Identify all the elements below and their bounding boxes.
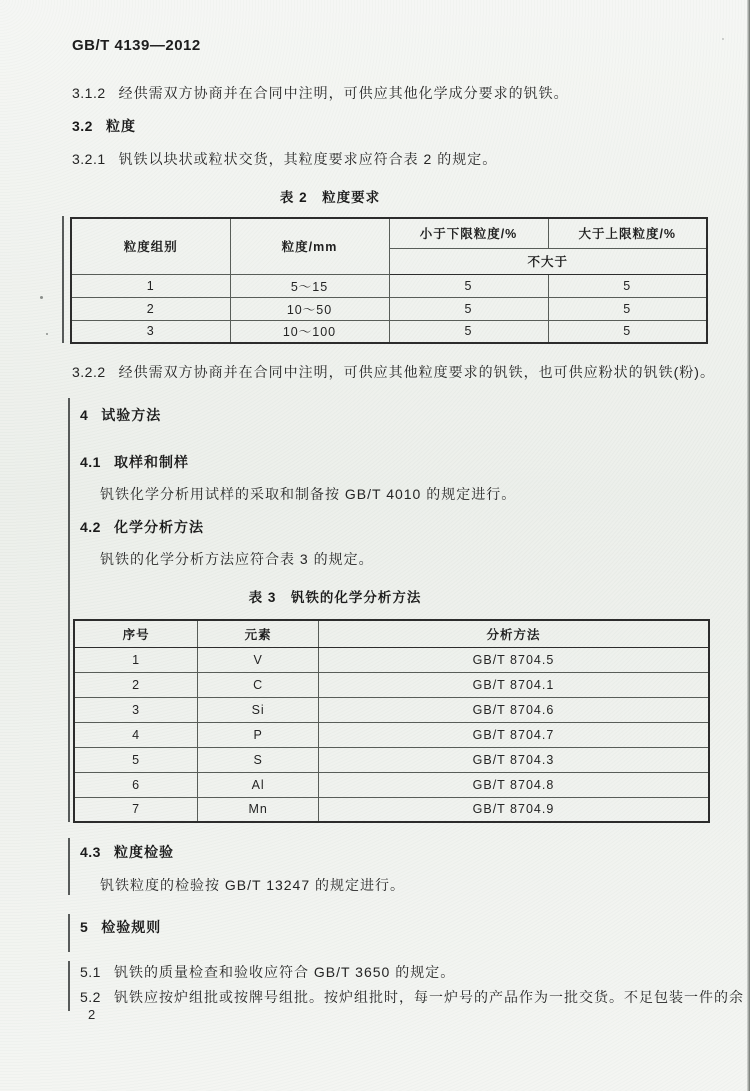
heading-4-2 <box>80 518 204 536</box>
clause-number: 4.1 <box>80 454 101 470</box>
clause-3-1-2 <box>72 84 569 102</box>
heading-4 <box>80 406 161 424</box>
table3-header-method: 分析方法 <box>318 620 709 647</box>
heading-5 <box>80 918 161 936</box>
clause-4-1-body: 钒铁化学分析用试样的采取和制备按 GB/T 4010 的规定进行。 <box>100 486 517 502</box>
table-cell: Mn <box>198 797 319 822</box>
clause-number: 5.1 <box>80 964 101 980</box>
clause-5-2 <box>80 988 744 1006</box>
clause-3-2-1 <box>72 150 497 168</box>
table2-header-size: 粒度/mm <box>230 218 389 274</box>
clause-number: 5 <box>80 919 89 935</box>
heading-4-3 <box>80 843 174 861</box>
table2-header-notmorethan: 不大于 <box>389 248 707 274</box>
table2-caption: 表 2 粒度要求 <box>279 190 381 205</box>
clause-number: 4.2 <box>80 519 101 535</box>
clause-text: 钒铁的质量检查和验收应符合 GB/T 3650 的规定。 <box>113 964 456 980</box>
scan-speck <box>40 296 43 299</box>
clause-number: 3.2 <box>72 118 93 134</box>
clause-number: 3.1.2 <box>72 85 106 101</box>
table2-header-group: 粒度组别 <box>71 218 230 274</box>
table3-header-no: 序号 <box>74 620 198 647</box>
clause-text: 钒铁以块状或粒状交货，其粒度要求应符合表 2 的规定。 <box>118 151 498 167</box>
table-cell: 10～100 <box>230 320 389 343</box>
clause-number: 4.3 <box>80 844 101 860</box>
clause-text: 钒铁应按炉组批或按牌号组批。按炉组批时，每一炉号的产品作为一批交货。不足包装一件的余 <box>113 989 744 1005</box>
table-row <box>71 274 707 297</box>
table-row <box>71 297 707 320</box>
heading-text: 试验方法 <box>101 407 162 423</box>
table-cell: 3 <box>71 320 230 343</box>
margin-fold-line <box>68 961 70 1011</box>
page-number: 2 <box>88 1007 96 1022</box>
table-cell: GB/T 8704.3 <box>318 747 709 772</box>
table-cell: GB/T 8704.5 <box>318 647 709 672</box>
clause-number: 4 <box>80 407 89 423</box>
table2-header-over: 大于上限粒度/% <box>548 218 707 248</box>
table-cell: 5～15 <box>230 274 389 297</box>
table-cell: C <box>198 672 319 697</box>
table-cell: 5 <box>548 297 707 320</box>
doc-number: GB/T 4139—2012 <box>72 37 201 54</box>
table-cell: 10～50 <box>230 297 389 320</box>
table-cell: 5 <box>74 747 198 772</box>
heading-3-2 <box>72 117 136 135</box>
table-row <box>71 320 707 343</box>
heading-text: 粒度 <box>105 118 136 134</box>
table-cell: 7 <box>74 797 198 822</box>
heading-text: 取样和制样 <box>113 454 189 470</box>
table-cell: P <box>198 722 319 747</box>
table-cell: 5 <box>389 297 548 320</box>
clause-4-2-body: 钒铁的化学分析方法应符合表 3 的规定。 <box>100 551 374 567</box>
clause-number: 3.2.2 <box>72 364 106 380</box>
table-cell: 2 <box>71 297 230 320</box>
table-cell: GB/T 8704.7 <box>318 722 709 747</box>
clause-text: 经供需双方协商并在合同中注明，可供应其他粒度要求的钒铁，也可供应粉状的钒铁(粉)。 <box>118 364 715 380</box>
margin-fold-line <box>68 838 70 895</box>
table-cell: V <box>198 647 319 672</box>
table3-header-element: 元素 <box>198 620 319 647</box>
clause-number: 5.2 <box>80 989 101 1005</box>
table-cell: GB/T 8704.9 <box>318 797 709 822</box>
table-cell: GB/T 8704.8 <box>318 772 709 797</box>
clause-number: 3.2.1 <box>72 151 106 167</box>
table-cell: 5 <box>389 320 548 343</box>
margin-fold-line <box>68 914 70 952</box>
table-row <box>74 722 709 747</box>
table-cell: S <box>198 747 319 772</box>
table-row <box>74 772 709 797</box>
table-row <box>74 672 709 697</box>
table-cell: 1 <box>74 647 198 672</box>
scan-speck <box>46 333 48 335</box>
table-row <box>74 747 709 772</box>
table-cell: Si <box>198 697 319 722</box>
table2-particle-size <box>70 217 708 344</box>
table-cell: GB/T 8704.1 <box>318 672 709 697</box>
heading-4-1 <box>80 453 189 471</box>
table-row <box>74 797 709 822</box>
table-cell: 3 <box>74 697 198 722</box>
table-cell: Al <box>198 772 319 797</box>
table-cell: 5 <box>548 274 707 297</box>
table-cell: 1 <box>71 274 230 297</box>
table-cell: 5 <box>548 320 707 343</box>
table3-caption: 表 3 钒铁的化学分析方法 <box>248 590 422 605</box>
table-row <box>74 647 709 672</box>
table-cell: 4 <box>74 722 198 747</box>
margin-fold-line <box>62 216 64 343</box>
clause-text: 经供需双方协商并在合同中注明，可供应其他化学成分要求的钒铁。 <box>118 85 569 101</box>
clause-5-1 <box>80 963 455 981</box>
table2-header-under: 小于下限粒度/% <box>389 218 548 248</box>
table3-analysis-methods <box>73 619 710 823</box>
table-cell: 2 <box>74 672 198 697</box>
heading-text: 粒度检验 <box>113 844 174 860</box>
clause-3-2-2 <box>72 363 715 381</box>
table-row <box>74 697 709 722</box>
table-cell: 5 <box>389 274 548 297</box>
margin-fold-line <box>68 398 70 822</box>
table-cell: 6 <box>74 772 198 797</box>
heading-text: 检验规则 <box>101 919 162 935</box>
scan-speck <box>722 38 724 40</box>
table-cell: GB/T 8704.6 <box>318 697 709 722</box>
heading-text: 化学分析方法 <box>113 519 204 535</box>
clause-4-3-body: 钒铁粒度的检验按 GB/T 13247 的规定进行。 <box>100 877 406 893</box>
